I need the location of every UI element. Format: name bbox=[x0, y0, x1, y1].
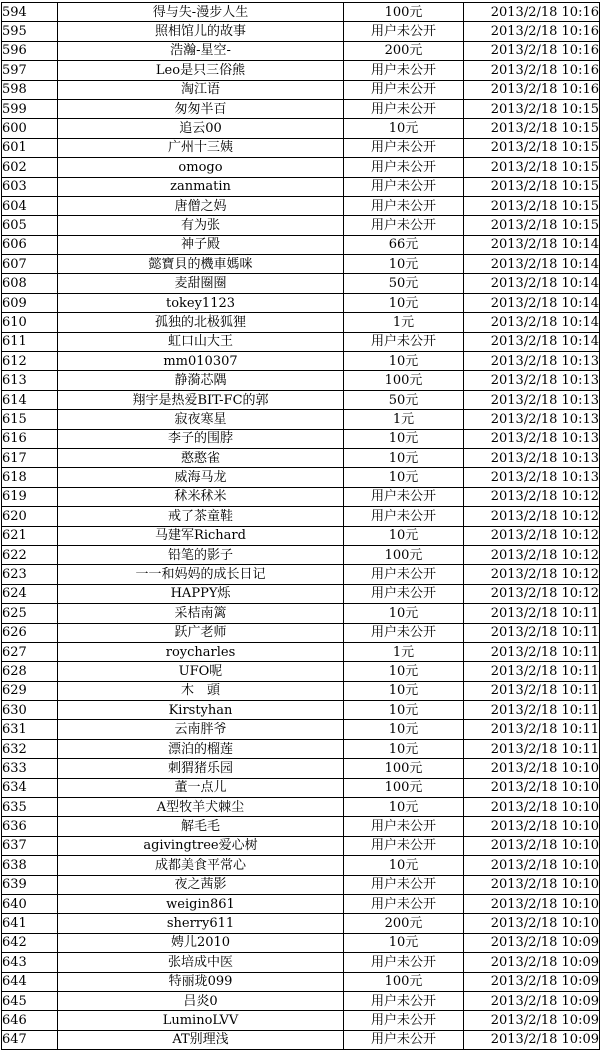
row-number: 615 bbox=[2, 410, 58, 429]
donation-amount: 10元 bbox=[344, 604, 464, 623]
donation-time: 2013/2/18 10:11 bbox=[464, 604, 600, 623]
donation-amount: 10元 bbox=[344, 429, 464, 448]
donor-name: 李子的围脖 bbox=[58, 429, 344, 448]
row-number: 624 bbox=[2, 584, 58, 603]
donation-amount: 10元 bbox=[344, 681, 464, 700]
donation-time: 2013/2/18 10:10 bbox=[464, 875, 600, 894]
donation-time: 2013/2/18 10:12 bbox=[464, 584, 600, 603]
table-row bbox=[2, 662, 600, 681]
donor-name: agivingtree爱心树 bbox=[58, 836, 344, 855]
donation-time: 2013/2/18 10:10 bbox=[464, 836, 600, 855]
donor-name: AT别理浅 bbox=[58, 1030, 344, 1049]
table-row bbox=[2, 487, 600, 506]
donation-time: 2013/2/18 10:11 bbox=[464, 662, 600, 681]
table-row bbox=[2, 293, 600, 312]
table-row bbox=[2, 681, 600, 700]
table-row bbox=[2, 933, 600, 952]
donor-name: roycharles bbox=[58, 642, 344, 661]
donation-amount: 100元 bbox=[344, 972, 464, 991]
donor-name: 孤独的北极狐狸 bbox=[58, 313, 344, 332]
donation-time: 2013/2/18 10:16 bbox=[464, 41, 600, 60]
donation-time: 2013/2/18 10:16 bbox=[464, 3, 600, 22]
table-row bbox=[2, 80, 600, 99]
donation-time: 2013/2/18 10:16 bbox=[464, 80, 600, 99]
donor-name: 威海马龙 bbox=[58, 468, 344, 487]
donation-amount: 1元 bbox=[344, 410, 464, 429]
row-number: 596 bbox=[2, 41, 58, 60]
donation-time: 2013/2/18 10:13 bbox=[464, 468, 600, 487]
donation-amount: 10元 bbox=[344, 662, 464, 681]
row-number: 635 bbox=[2, 798, 58, 817]
donation-amount: 100元 bbox=[344, 545, 464, 564]
donation-time: 2013/2/18 10:09 bbox=[464, 1011, 600, 1030]
donation-amount: 用户未公开 bbox=[344, 99, 464, 118]
donor-name: 秫米秫米 bbox=[58, 487, 344, 506]
table-row bbox=[2, 836, 600, 855]
table-row bbox=[2, 739, 600, 758]
donation-amount: 用户未公开 bbox=[344, 196, 464, 215]
donation-time: 2013/2/18 10:13 bbox=[464, 352, 600, 371]
row-number: 618 bbox=[2, 468, 58, 487]
row-number: 623 bbox=[2, 565, 58, 584]
donation-amount: 10元 bbox=[344, 701, 464, 720]
donation-time: 2013/2/18 10:14 bbox=[464, 313, 600, 332]
donation-amount: 100元 bbox=[344, 3, 464, 22]
row-number: 639 bbox=[2, 875, 58, 894]
row-number: 621 bbox=[2, 526, 58, 545]
donor-name: 翔宇是热爱BIT-FC的郭 bbox=[58, 390, 344, 409]
donation-amount: 10元 bbox=[344, 352, 464, 371]
donation-amount: 用户未公开 bbox=[344, 817, 464, 836]
table-row bbox=[2, 138, 600, 157]
row-number: 644 bbox=[2, 972, 58, 991]
donation-time: 2013/2/18 10:10 bbox=[464, 914, 600, 933]
donation-time: 2013/2/18 10:14 bbox=[464, 274, 600, 293]
table-row bbox=[2, 255, 600, 274]
donation-time: 2013/2/18 10:12 bbox=[464, 545, 600, 564]
donor-name: omogo bbox=[58, 158, 344, 177]
row-number: 646 bbox=[2, 1011, 58, 1030]
donation-amount: 10元 bbox=[344, 739, 464, 758]
table-row bbox=[2, 352, 600, 371]
donation-amount: 用户未公开 bbox=[344, 565, 464, 584]
table-row bbox=[2, 604, 600, 623]
table-row bbox=[2, 235, 600, 254]
donation-amount: 1元 bbox=[344, 313, 464, 332]
donation-amount: 10元 bbox=[344, 468, 464, 487]
row-number: 637 bbox=[2, 836, 58, 855]
donor-name: 吕炎0 bbox=[58, 991, 344, 1010]
table-row bbox=[2, 701, 600, 720]
row-number: 636 bbox=[2, 817, 58, 836]
donation-time: 2013/2/18 10:11 bbox=[464, 681, 600, 700]
donor-name: 马建军Richard bbox=[58, 526, 344, 545]
donation-amount: 用户未公开 bbox=[344, 61, 464, 80]
table-row bbox=[2, 410, 600, 429]
table-row bbox=[2, 390, 600, 409]
donation-time: 2013/2/18 10:13 bbox=[464, 448, 600, 467]
row-number: 614 bbox=[2, 390, 58, 409]
donation-amount: 用户未公开 bbox=[344, 1030, 464, 1049]
donation-time: 2013/2/18 10:15 bbox=[464, 177, 600, 196]
donor-name: 刺猬猪乐园 bbox=[58, 759, 344, 778]
row-number: 612 bbox=[2, 352, 58, 371]
row-number: 627 bbox=[2, 642, 58, 661]
row-number: 645 bbox=[2, 991, 58, 1010]
donation-amount: 10元 bbox=[344, 933, 464, 952]
table-row bbox=[2, 953, 600, 972]
donor-name: 虹口山大王 bbox=[58, 332, 344, 351]
donation-time: 2013/2/18 10:11 bbox=[464, 720, 600, 739]
donation-time: 2013/2/18 10:15 bbox=[464, 119, 600, 138]
table-row bbox=[2, 623, 600, 642]
donation-time: 2013/2/18 10:14 bbox=[464, 255, 600, 274]
donation-time: 2013/2/18 10:10 bbox=[464, 759, 600, 778]
donation-amount: 用户未公开 bbox=[344, 177, 464, 196]
table-row bbox=[2, 526, 600, 545]
row-number: 606 bbox=[2, 235, 58, 254]
donor-name: 静漪芯隅 bbox=[58, 371, 344, 390]
table-row bbox=[2, 196, 600, 215]
donation-amount: 1元 bbox=[344, 642, 464, 661]
table-row bbox=[2, 972, 600, 991]
table-row bbox=[2, 313, 600, 332]
donor-name: 跃广老师 bbox=[58, 623, 344, 642]
donation-time: 2013/2/18 10:16 bbox=[464, 61, 600, 80]
donor-name: 夜之茜影 bbox=[58, 875, 344, 894]
donation-amount: 用户未公开 bbox=[344, 836, 464, 855]
table-row bbox=[2, 177, 600, 196]
donation-time: 2013/2/18 10:09 bbox=[464, 991, 600, 1010]
table-row bbox=[2, 3, 600, 22]
row-number: 595 bbox=[2, 22, 58, 41]
donor-name: 娉儿2010 bbox=[58, 933, 344, 952]
row-number: 622 bbox=[2, 545, 58, 564]
donor-name: 懿寶貝的機車媽咪 bbox=[58, 255, 344, 274]
donation-time: 2013/2/18 10:12 bbox=[464, 487, 600, 506]
donation-amount: 50元 bbox=[344, 274, 464, 293]
table-row bbox=[2, 545, 600, 564]
row-number: 625 bbox=[2, 604, 58, 623]
row-number: 634 bbox=[2, 778, 58, 797]
donation-amount: 200元 bbox=[344, 914, 464, 933]
donation-amount: 100元 bbox=[344, 371, 464, 390]
table-row bbox=[2, 759, 600, 778]
table-row bbox=[2, 817, 600, 836]
donation-amount: 200元 bbox=[344, 41, 464, 60]
donor-name: LuminoLVV bbox=[58, 1011, 344, 1030]
row-number: 613 bbox=[2, 371, 58, 390]
donor-name: 麦甜圈圈 bbox=[58, 274, 344, 293]
donation-amount: 10元 bbox=[344, 293, 464, 312]
row-number: 642 bbox=[2, 933, 58, 952]
donation-time: 2013/2/18 10:12 bbox=[464, 507, 600, 526]
donation-time: 2013/2/18 10:13 bbox=[464, 429, 600, 448]
donation-time: 2013/2/18 10:09 bbox=[464, 972, 600, 991]
donation-time: 2013/2/18 10:11 bbox=[464, 642, 600, 661]
donation-amount: 100元 bbox=[344, 759, 464, 778]
donation-amount: 用户未公开 bbox=[344, 22, 464, 41]
donation-amount: 用户未公开 bbox=[344, 623, 464, 642]
donor-name: 成都美食平常心 bbox=[58, 856, 344, 875]
table-row bbox=[2, 99, 600, 118]
donation-time: 2013/2/18 10:15 bbox=[464, 138, 600, 157]
row-number: 597 bbox=[2, 61, 58, 80]
donor-name: Kirstyhan bbox=[58, 701, 344, 720]
row-number: 619 bbox=[2, 487, 58, 506]
row-number: 638 bbox=[2, 856, 58, 875]
donation-amount: 用户未公开 bbox=[344, 332, 464, 351]
donation-time: 2013/2/18 10:11 bbox=[464, 701, 600, 720]
table-row bbox=[2, 216, 600, 235]
row-number: 602 bbox=[2, 158, 58, 177]
table-row bbox=[2, 778, 600, 797]
donation-time: 2013/2/18 10:16 bbox=[464, 22, 600, 41]
donation-time: 2013/2/18 10:10 bbox=[464, 817, 600, 836]
table-row bbox=[2, 468, 600, 487]
table-row bbox=[2, 1030, 600, 1049]
row-number: 640 bbox=[2, 894, 58, 913]
donation-time: 2013/2/18 10:10 bbox=[464, 778, 600, 797]
donation-time: 2013/2/18 10:10 bbox=[464, 798, 600, 817]
donor-name: 得与失-漫步人生 bbox=[58, 3, 344, 22]
donation-amount: 用户未公开 bbox=[344, 875, 464, 894]
donor-name: 漂泊的榴莲 bbox=[58, 739, 344, 758]
table-row bbox=[2, 448, 600, 467]
donation-amount: 100元 bbox=[344, 778, 464, 797]
donation-time: 2013/2/18 10:15 bbox=[464, 158, 600, 177]
row-number: 629 bbox=[2, 681, 58, 700]
donor-name: weigin861 bbox=[58, 894, 344, 913]
row-number: 626 bbox=[2, 623, 58, 642]
row-number: 641 bbox=[2, 914, 58, 933]
row-number: 633 bbox=[2, 759, 58, 778]
table-row bbox=[2, 798, 600, 817]
table-row bbox=[2, 584, 600, 603]
row-number: 630 bbox=[2, 701, 58, 720]
table-row bbox=[2, 507, 600, 526]
donor-name: 照相馆儿的故事 bbox=[58, 22, 344, 41]
donor-name: 寂夜寒星 bbox=[58, 410, 344, 429]
donor-name: 一一和妈妈的成长日记 bbox=[58, 565, 344, 584]
donor-name: 广州十三姨 bbox=[58, 138, 344, 157]
donation-time: 2013/2/18 10:14 bbox=[464, 235, 600, 254]
table-row bbox=[2, 332, 600, 351]
table-row bbox=[2, 565, 600, 584]
donor-name: tokey1123 bbox=[58, 293, 344, 312]
donor-name: 唐僧之妈 bbox=[58, 196, 344, 215]
row-number: 611 bbox=[2, 332, 58, 351]
donation-amount: 10元 bbox=[344, 448, 464, 467]
donation-amount: 50元 bbox=[344, 390, 464, 409]
donation-amount: 用户未公开 bbox=[344, 1011, 464, 1030]
donor-name: 憨憨雀 bbox=[58, 448, 344, 467]
table-row bbox=[2, 371, 600, 390]
table-row bbox=[2, 894, 600, 913]
table-row bbox=[2, 875, 600, 894]
row-number: 617 bbox=[2, 448, 58, 467]
donor-name: HAPPY烁 bbox=[58, 584, 344, 603]
table-row bbox=[2, 914, 600, 933]
donor-name: 有为张 bbox=[58, 216, 344, 235]
donor-name: 浩瀚-星空- bbox=[58, 41, 344, 60]
table-row bbox=[2, 429, 600, 448]
row-number: 610 bbox=[2, 313, 58, 332]
donation-time: 2013/2/18 10:15 bbox=[464, 99, 600, 118]
donor-name: 铅笔的影子 bbox=[58, 545, 344, 564]
table-row bbox=[2, 856, 600, 875]
donation-time: 2013/2/18 10:14 bbox=[464, 293, 600, 312]
row-number: 598 bbox=[2, 80, 58, 99]
donation-time: 2013/2/18 10:12 bbox=[464, 565, 600, 584]
donation-amount: 用户未公开 bbox=[344, 584, 464, 603]
donor-name: 匆匆半百 bbox=[58, 99, 344, 118]
donation-amount: 用户未公开 bbox=[344, 158, 464, 177]
row-number: 631 bbox=[2, 720, 58, 739]
donor-name: Leo是只三俗熊 bbox=[58, 61, 344, 80]
donor-name: 追云00 bbox=[58, 119, 344, 138]
row-number: 632 bbox=[2, 739, 58, 758]
row-number: 620 bbox=[2, 507, 58, 526]
donation-time: 2013/2/18 10:13 bbox=[464, 390, 600, 409]
row-number: 599 bbox=[2, 99, 58, 118]
donation-amount: 用户未公开 bbox=[344, 216, 464, 235]
donation-amount: 用户未公开 bbox=[344, 953, 464, 972]
donation-time: 2013/2/18 10:15 bbox=[464, 216, 600, 235]
table-row bbox=[2, 61, 600, 80]
donation-amount: 10元 bbox=[344, 798, 464, 817]
donor-name: 云南胖爷 bbox=[58, 720, 344, 739]
donation-time: 2013/2/18 10:15 bbox=[464, 196, 600, 215]
donor-name: UFO呢 bbox=[58, 662, 344, 681]
donor-name: 董一点儿 bbox=[58, 778, 344, 797]
donor-name: 采桔南篱 bbox=[58, 604, 344, 623]
donation-amount: 用户未公开 bbox=[344, 991, 464, 1010]
donation-amount: 66元 bbox=[344, 235, 464, 254]
donation-time: 2013/2/18 10:14 bbox=[464, 332, 600, 351]
donor-name: sherry611 bbox=[58, 914, 344, 933]
donor-name: 神子殿 bbox=[58, 235, 344, 254]
row-number: 601 bbox=[2, 138, 58, 157]
donation-time: 2013/2/18 10:13 bbox=[464, 371, 600, 390]
donation-time: 2013/2/18 10:09 bbox=[464, 1030, 600, 1049]
donation-time: 2013/2/18 10:11 bbox=[464, 739, 600, 758]
donor-name: 木 頭 bbox=[58, 681, 344, 700]
donation-time: 2013/2/18 10:09 bbox=[464, 933, 600, 952]
row-number: 604 bbox=[2, 196, 58, 215]
row-number: 603 bbox=[2, 177, 58, 196]
donation-time: 2013/2/18 10:10 bbox=[464, 894, 600, 913]
donor-name: mm010307 bbox=[58, 352, 344, 371]
table-row bbox=[2, 991, 600, 1010]
table-row bbox=[2, 720, 600, 739]
donor-name: 解毛毛 bbox=[58, 817, 344, 836]
table-body bbox=[2, 3, 600, 1050]
donor-name: A型牧羊犬棘尘 bbox=[58, 798, 344, 817]
donation-time: 2013/2/18 10:12 bbox=[464, 526, 600, 545]
row-number: 594 bbox=[2, 3, 58, 22]
donation-amount: 用户未公开 bbox=[344, 894, 464, 913]
table-row bbox=[2, 642, 600, 661]
row-number: 605 bbox=[2, 216, 58, 235]
donation-amount: 用户未公开 bbox=[344, 138, 464, 157]
donation-time: 2013/2/18 10:13 bbox=[464, 410, 600, 429]
table-row bbox=[2, 1011, 600, 1030]
row-number: 608 bbox=[2, 274, 58, 293]
donation-time: 2013/2/18 10:09 bbox=[464, 953, 600, 972]
row-number: 647 bbox=[2, 1030, 58, 1049]
donation-amount: 10元 bbox=[344, 856, 464, 875]
donor-name: 戒了茶童鞋 bbox=[58, 507, 344, 526]
table-row bbox=[2, 41, 600, 60]
donation-amount: 10元 bbox=[344, 119, 464, 138]
donation-time: 2013/2/18 10:10 bbox=[464, 856, 600, 875]
donation-amount: 10元 bbox=[344, 255, 464, 274]
row-number: 609 bbox=[2, 293, 58, 312]
row-number: 607 bbox=[2, 255, 58, 274]
donor-name: zanmatin bbox=[58, 177, 344, 196]
donation-amount: 用户未公开 bbox=[344, 80, 464, 99]
row-number: 616 bbox=[2, 429, 58, 448]
table-row bbox=[2, 22, 600, 41]
table-row bbox=[2, 274, 600, 293]
donation-amount: 10元 bbox=[344, 720, 464, 739]
donation-amount: 用户未公开 bbox=[344, 487, 464, 506]
donation-table bbox=[1, 2, 600, 1050]
donor-name: 特丽珑099 bbox=[58, 972, 344, 991]
table-row bbox=[2, 119, 600, 138]
donation-amount: 用户未公开 bbox=[344, 507, 464, 526]
donor-name: 张培成中医 bbox=[58, 953, 344, 972]
table-row bbox=[2, 158, 600, 177]
donor-name: 淘江语 bbox=[58, 80, 344, 99]
donation-amount: 10元 bbox=[344, 526, 464, 545]
donation-time: 2013/2/18 10:11 bbox=[464, 623, 600, 642]
row-number: 600 bbox=[2, 119, 58, 138]
row-number: 628 bbox=[2, 662, 58, 681]
row-number: 643 bbox=[2, 953, 58, 972]
